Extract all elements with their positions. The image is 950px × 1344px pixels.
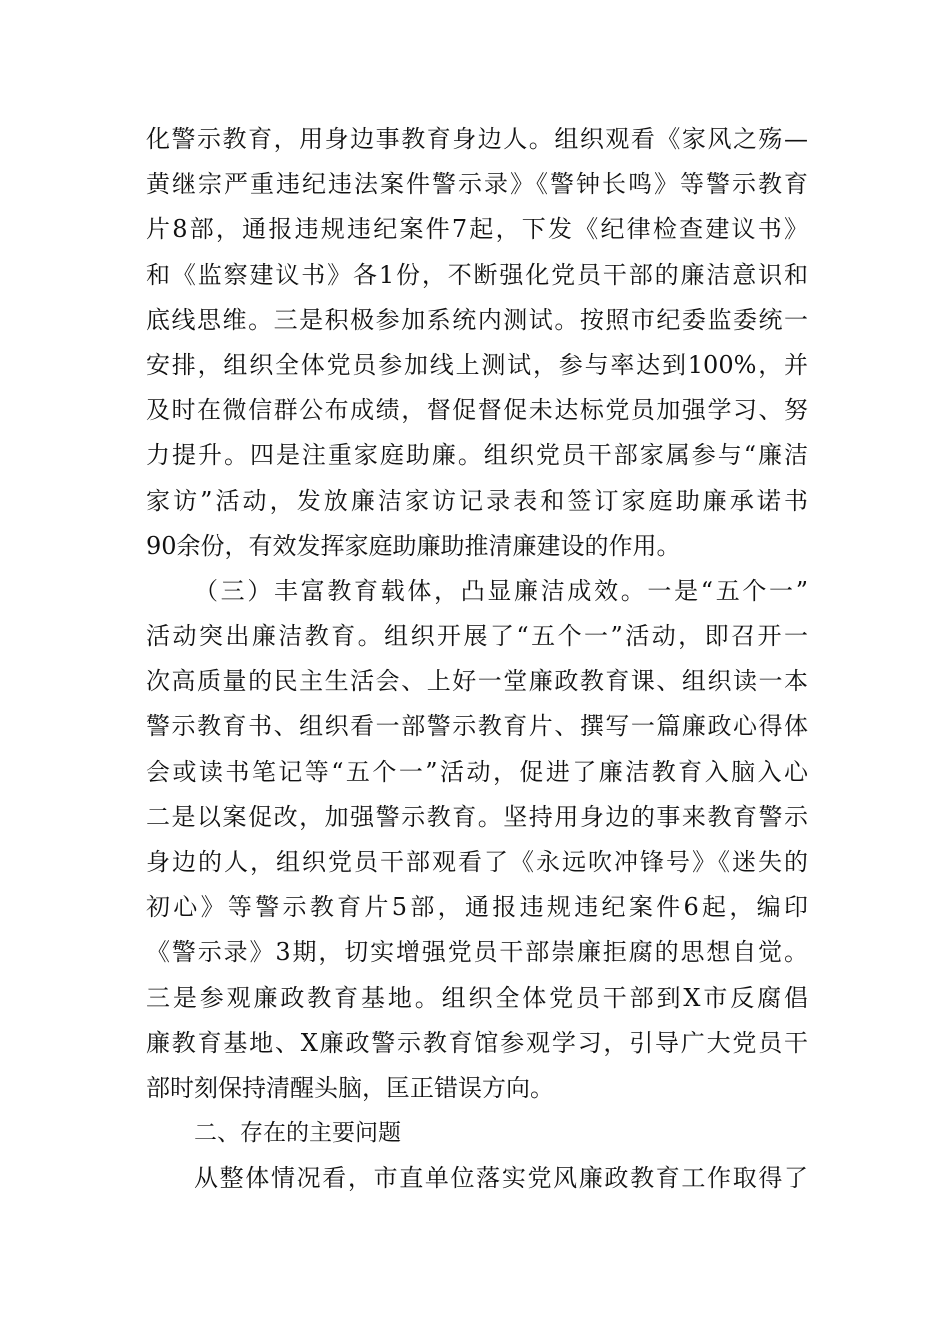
body-line: 及时在微信群公布成绩，督促督促未达标党员加强学习、努 bbox=[146, 396, 808, 425]
body-line: 二是以案促改，加强警示教育。坚持用身边的事来教育警示 bbox=[146, 802, 808, 831]
body-line: 家访”活动，发放廉洁家访记录表和签订家庭助廉承诺书 bbox=[146, 486, 808, 515]
body-line: 片8部，通报违规违纪案件7起，下发《纪律检查建议书》 bbox=[146, 215, 808, 244]
body-line: 部时刻保持清醒头脑，匡正错误方向。 bbox=[146, 1073, 554, 1102]
body-line: 黄继宗严重违纪违法案件警示录》《警钟长鸣》等警示教育 bbox=[146, 170, 808, 199]
body-line: 会或读书笔记等“五个一”活动，促进了廉洁教育入脑入心 bbox=[146, 757, 808, 786]
body-line: 安排，组织全体党员参加线上测试，参与率达到100%，并 bbox=[146, 350, 808, 379]
subsection-heading-line: （三）丰富教育载体，凸显廉洁成效。一是“五个一” bbox=[194, 576, 808, 605]
body-line: 从整体情况看，市直单位落实党风廉政教育工作取得了 bbox=[194, 1164, 808, 1193]
body-line: 次高质量的民主生活会、上好一堂廉政教育课、组织读一本 bbox=[146, 667, 808, 696]
body-line: 90余份，有效发挥家庭助廉助推清廉建设的作用。 bbox=[146, 531, 681, 560]
body-line: 警示教育书、组织看一部警示教育片、撰写一篇廉政心得体 bbox=[146, 712, 808, 741]
body-line: 力提升。四是注重家庭助廉。组织党员干部家属参与“廉洁 bbox=[146, 441, 808, 470]
body-line: 廉教育基地、X廉政警示教育馆参观学习，引导广大党员干 bbox=[146, 1028, 808, 1057]
body-line: 身边的人，组织党员干部观看了《永远吹冲锋号》《迷失的 bbox=[146, 848, 808, 876]
body-line: 三是参观廉政教育基地。组织全体党员干部到X市反腐倡 bbox=[146, 983, 808, 1012]
body-line: 底线思维。三是积极参加系统内测试。按照市纪委监委统一 bbox=[146, 305, 808, 334]
body-line: 化警示教育，用身边事教育身边人。组织观看《家风之殇— bbox=[146, 125, 808, 153]
body-line: 和《监察建议书》各1份，不断强化党员干部的廉洁意识和 bbox=[146, 260, 808, 289]
body-line: 初心》等警示教育片5部，通报违规违纪案件6起，编印 bbox=[146, 893, 808, 922]
document-body bbox=[146, 117, 808, 1202]
section-heading: 二、存在的主要问题 bbox=[194, 1120, 401, 1147]
body-line: 《警示录》3期，切实增强党员干部崇廉拒腐的思想自觉。 bbox=[146, 938, 808, 967]
body-line: 活动突出廉洁教育。组织开展了“五个一”活动，即召开一 bbox=[146, 622, 808, 651]
